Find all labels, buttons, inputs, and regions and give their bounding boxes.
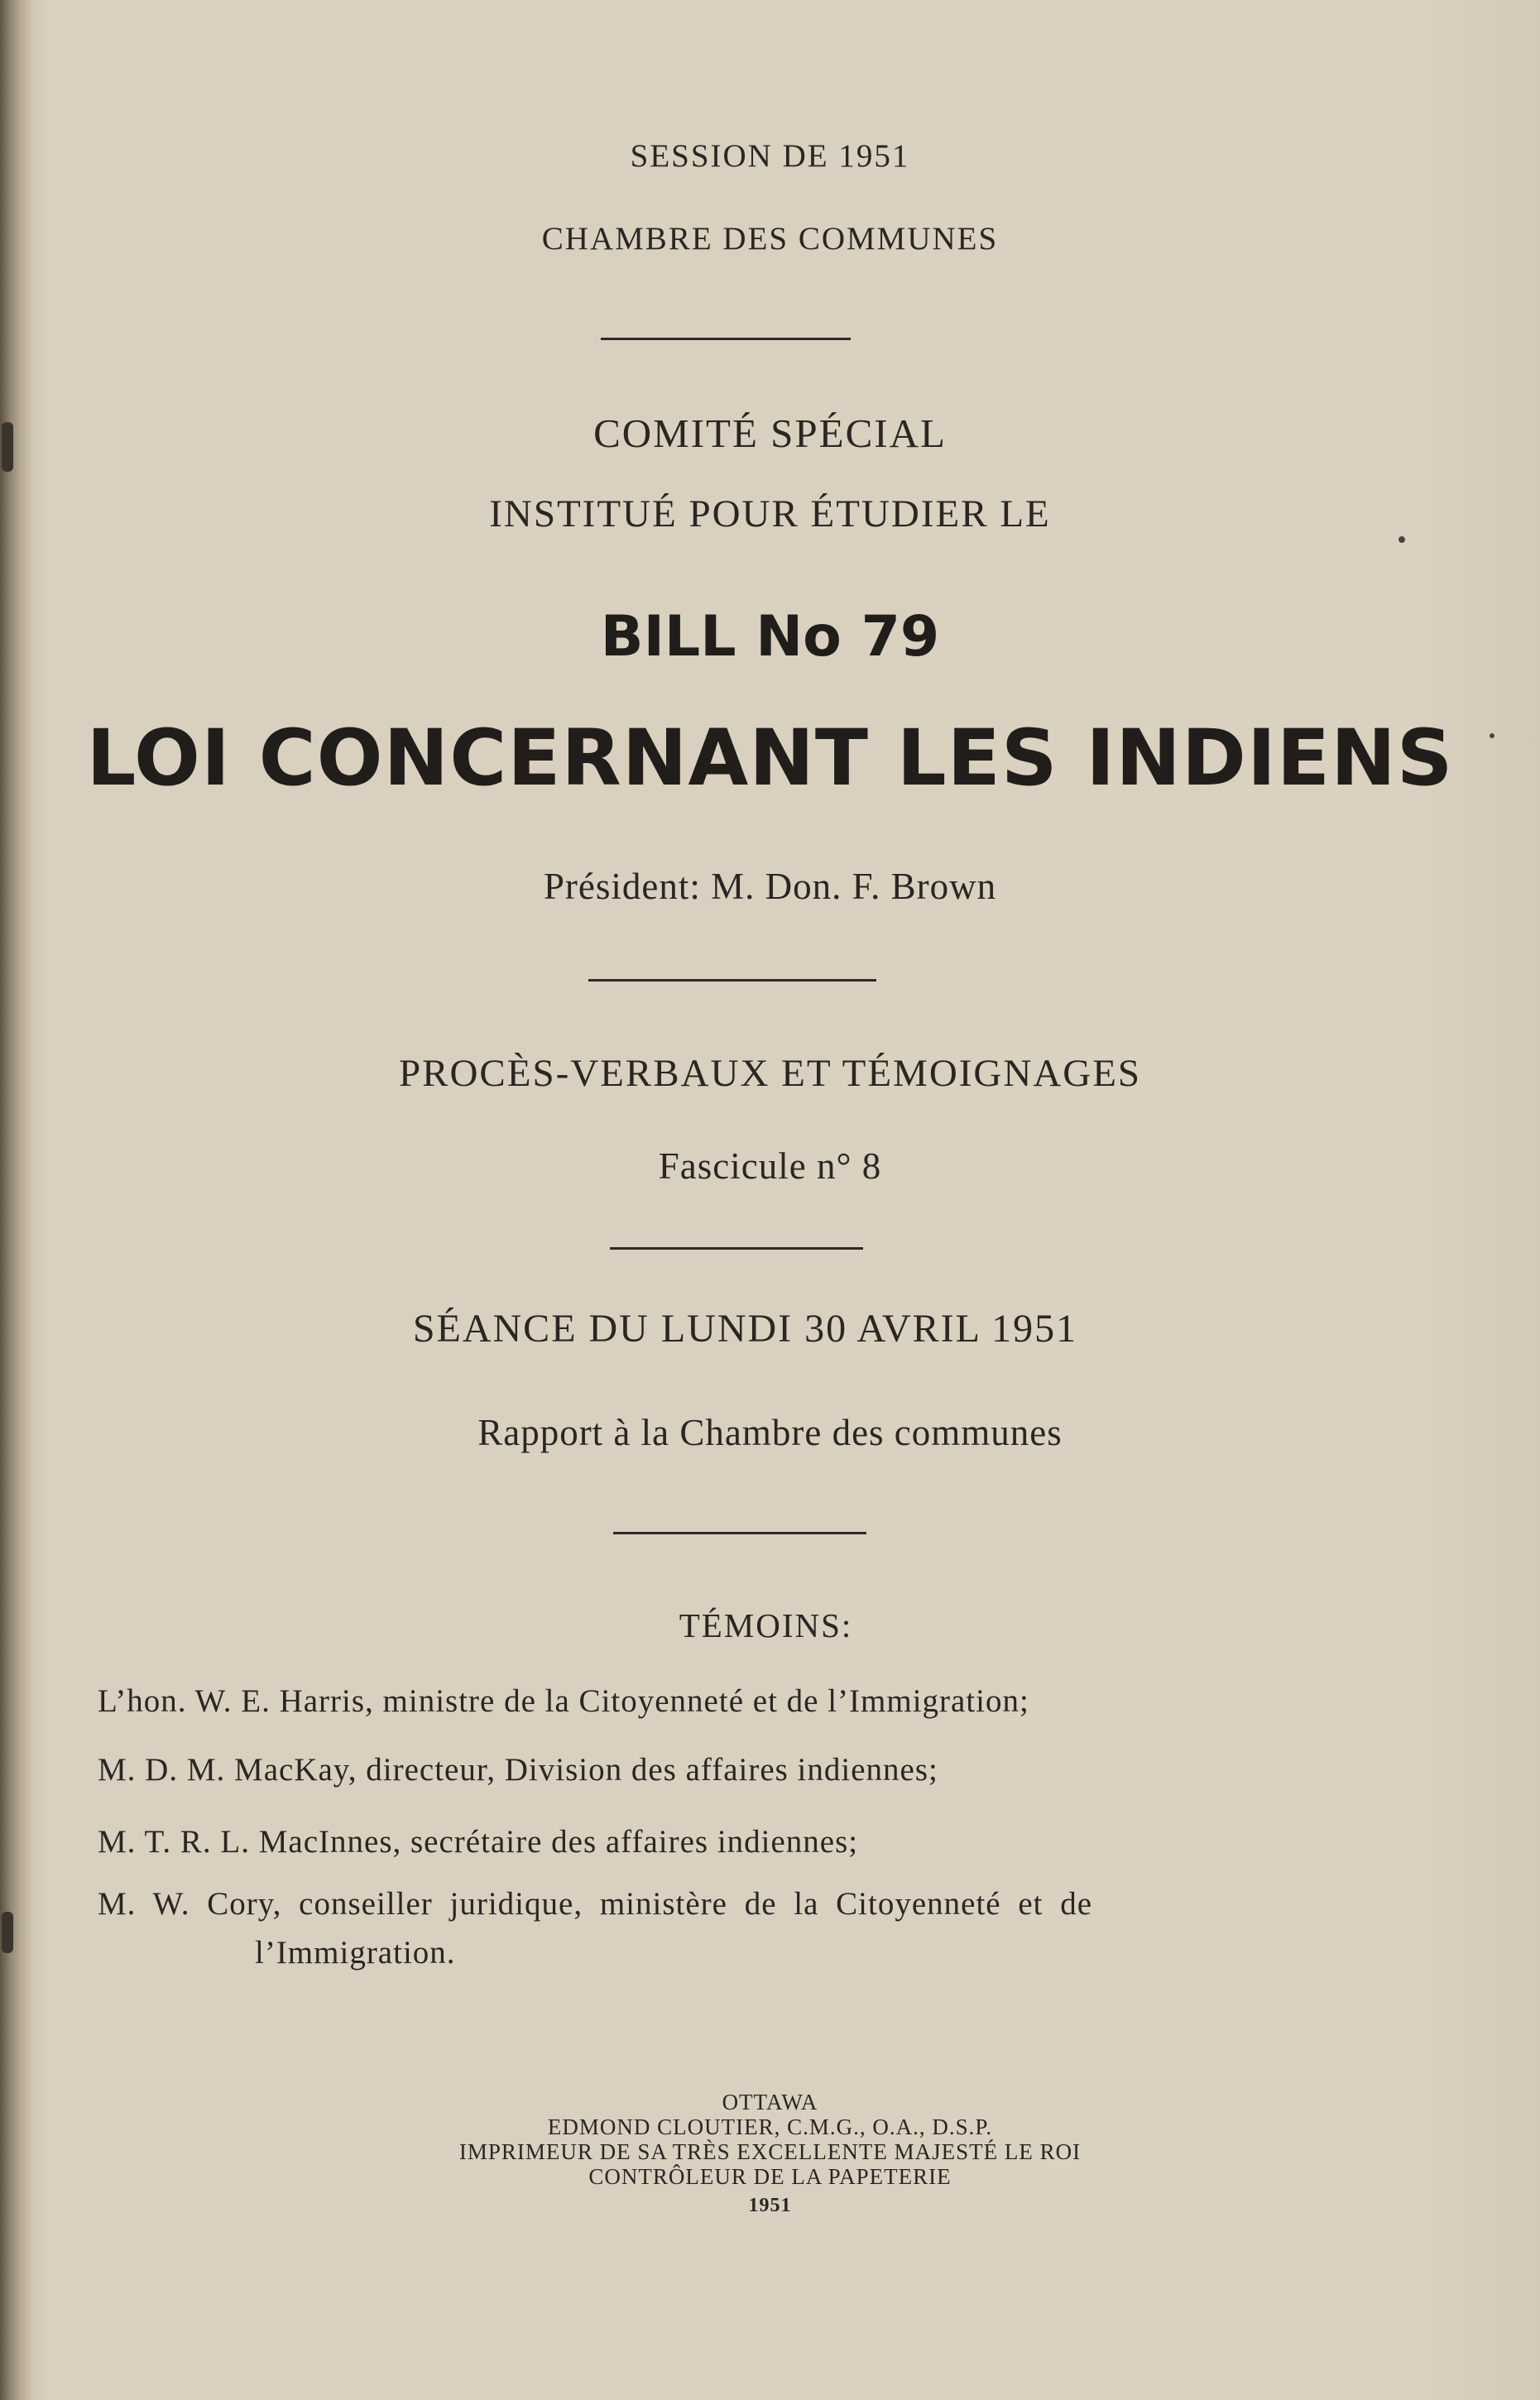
sitting-date: SÉANCE DU LUNDI 30 AVRIL 1951 bbox=[412, 1307, 1078, 1351]
binding-mark bbox=[2, 1912, 13, 1953]
divider bbox=[588, 979, 876, 982]
witness-item: M. D. M. MacKay, directeur, Division des affaires indiennes; bbox=[98, 1752, 938, 1788]
report-line: Rapport à la Chambre des communes bbox=[477, 1412, 1063, 1453]
divider bbox=[610, 1247, 863, 1250]
imprint-role: IMPRIMEUR DE SA TRÈS EXCELLENTE MAJESTÉ LE ROI bbox=[458, 2139, 1082, 2164]
bill-number: BILL No 79 bbox=[600, 604, 940, 670]
committee-line-1: COMITÉ SPÉCIAL bbox=[593, 410, 947, 456]
session-line: SESSION DE 1951 bbox=[630, 138, 910, 174]
witness-item: M. T. R. L. MacInnes, secrétaire des affaires indiennes; bbox=[98, 1824, 859, 1860]
imprint-city: OTTAWA bbox=[722, 2090, 818, 2114]
committee-line-2: INSTITUÉ POUR ÉTUDIER LE bbox=[489, 492, 1051, 535]
witnesses-heading: TÉMOINS: bbox=[679, 1606, 853, 1644]
imprint-role: CONTRÔLEUR DE LA PAPETERIE bbox=[588, 2164, 952, 2189]
witness-item: L’hon. W. E. Harris, ministre de la Citoyenneté et de l’Immigration; bbox=[98, 1683, 1029, 1719]
proceedings-title: PROCÈS-VERBAUX ET TÉMOIGNAGES bbox=[398, 1052, 1142, 1095]
chamber-line: CHAMBRE DES COMMUNES bbox=[541, 221, 999, 257]
divider bbox=[613, 1532, 866, 1534]
imprint-year: 1951 bbox=[748, 2195, 792, 2216]
bill-title: LOI CONCERNANT LES INDIENS bbox=[86, 713, 1454, 804]
witness-item: M. W. Cory, conseiller juridique, ministère de la Citoyenneté et de bbox=[98, 1886, 1093, 1922]
page-binding-edge bbox=[0, 0, 33, 2400]
paper-speck bbox=[1398, 536, 1405, 543]
divider bbox=[601, 338, 851, 340]
president-line: Président: M. Don. F. Brown bbox=[543, 866, 997, 907]
imprint-printer: EDMOND CLOUTIER, C.M.G., O.A., D.S.P. bbox=[547, 2114, 993, 2139]
witness-item-continuation: l’Immigration. bbox=[255, 1935, 456, 1970]
fascicle-line: Fascicule n° 8 bbox=[658, 1145, 882, 1187]
